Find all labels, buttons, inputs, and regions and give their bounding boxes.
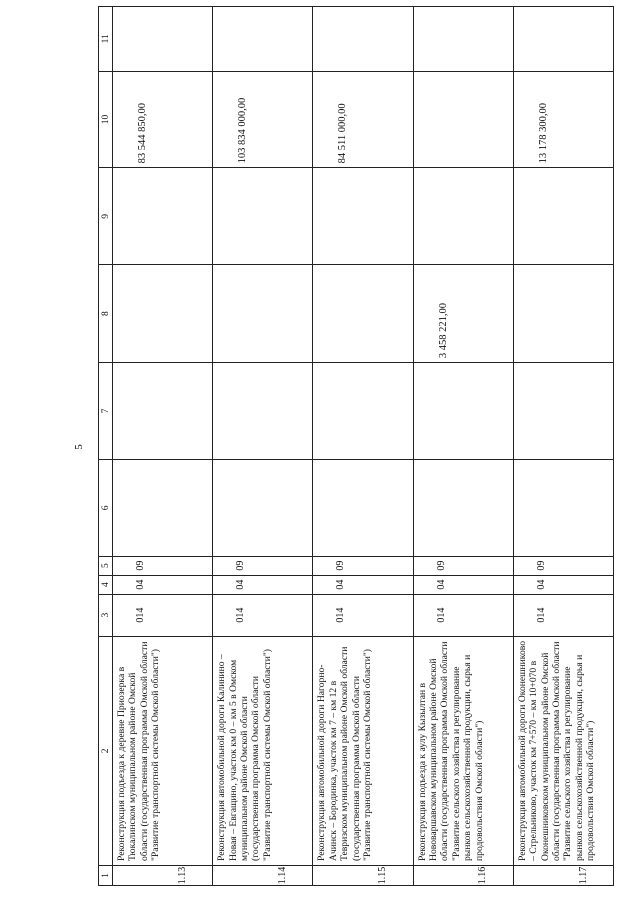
amount-cell	[513, 168, 613, 265]
code-cell: 014	[513, 594, 613, 636]
section-cell: 04	[313, 575, 413, 594]
column-header: 6	[99, 459, 113, 556]
section-cell: 04	[213, 575, 313, 594]
row-number: 1.15	[313, 865, 413, 885]
table-row	[113, 7, 213, 886]
code-cell: 014	[113, 594, 213, 636]
subsection-cell: 09	[513, 556, 613, 575]
table-row	[313, 7, 413, 886]
column-header: 1	[99, 865, 113, 885]
section-cell: 04	[113, 575, 213, 594]
budget-table	[98, 6, 614, 886]
amount-cell	[413, 363, 513, 460]
amount-cell: 83 544 850,00	[113, 71, 213, 168]
table-body	[113, 7, 614, 886]
amount-cell	[113, 7, 213, 72]
column-header: 10	[99, 71, 113, 168]
object-name: Реконструкция автомобильной дороги Оконешниково – Стрельниково, участок км 7+570 – км 10+070 в Оконешниковском муниципальном районе Омской области (государственная программа Омской области "Развитие сельского хозяйства и регулирование рынков сельскохозяйственной продукции, сырья и продовольствия Омской области")	[513, 636, 613, 865]
row-number: 1.17	[513, 865, 613, 885]
object-name: Реконструкция подъезда к деревне Приозерка в Тюкалинском муниципальном районе Омской области (государственная программа Омской области "Развитие транспортной системы Омской области")	[113, 636, 213, 865]
amount-cell	[313, 168, 413, 265]
column-number-row	[99, 7, 113, 886]
column-header: 11	[99, 7, 113, 72]
object-name: Реконструкция автомобильной дороги Калинино – Новая – Евгащино, участок км 0 – км 5 в Омском муниципальном районе Омской области (государственная программа Омской области "Развитие транспортной системы Омской области")	[213, 636, 313, 865]
amount-cell	[213, 265, 313, 363]
page-number: 5	[73, 444, 85, 450]
amount-cell	[313, 7, 413, 72]
amount-cell: 103 834 000,00	[213, 71, 313, 168]
amount-cell: 13 178 300,00	[513, 71, 613, 168]
amount-cell	[413, 168, 513, 265]
row-number: 1.16	[413, 865, 513, 885]
column-header: 9	[99, 168, 113, 265]
amount-cell: 3 458 221,00	[413, 265, 513, 363]
amount-cell	[313, 265, 413, 363]
row-number: 1.13	[113, 865, 213, 885]
amount-cell	[513, 265, 613, 363]
column-header: 8	[99, 265, 113, 363]
subsection-cell: 09	[213, 556, 313, 575]
table-row	[213, 7, 313, 886]
table-row	[413, 7, 513, 886]
column-header: 2	[99, 636, 113, 865]
code-cell: 014	[413, 594, 513, 636]
amount-cell	[313, 459, 413, 556]
amount-cell	[113, 168, 213, 265]
amount-cell	[513, 7, 613, 72]
amount-cell	[513, 363, 613, 460]
budget-table-sheet	[98, 6, 614, 886]
section-cell: 04	[413, 575, 513, 594]
amount-cell	[113, 459, 213, 556]
amount-cell	[313, 363, 413, 460]
amount-cell	[513, 459, 613, 556]
code-cell: 014	[213, 594, 313, 636]
subsection-cell: 09	[313, 556, 413, 575]
amount-cell	[213, 7, 313, 72]
amount-cell: 84 511 000,00	[313, 71, 413, 168]
amount-cell	[113, 363, 213, 460]
amount-cell	[213, 459, 313, 556]
subsection-cell: 09	[413, 556, 513, 575]
amount-cell	[413, 7, 513, 72]
amount-cell	[413, 459, 513, 556]
row-number: 1.14	[213, 865, 313, 885]
column-header: 4	[99, 575, 113, 594]
subsection-cell: 09	[113, 556, 213, 575]
column-header: 3	[99, 594, 113, 636]
amount-cell	[213, 363, 313, 460]
object-name: Реконструкция автомобильной дороги Нагорно-Ачинск – Бородинка, участок км 7 – км 12 в Тевризском муниципальном районе Омской области (государственная программа Омской области "Развитие транспортной системы Омской области")	[313, 636, 413, 865]
column-header: 7	[99, 363, 113, 460]
section-cell: 04	[513, 575, 613, 594]
amount-cell	[413, 71, 513, 168]
column-header: 5	[99, 556, 113, 575]
amount-cell	[213, 168, 313, 265]
table-row	[513, 7, 613, 886]
amount-cell	[113, 265, 213, 363]
code-cell: 014	[313, 594, 413, 636]
object-name: Реконструкция подъезда к аулу Кызылтан в Нововаршавском муниципальном районе Омской области (государственная программа Омской области "Развитие сельского хозяйства и регулирование рынков сельскохозяйственной продукции, сырья и продовольствия Омской области")	[413, 636, 513, 865]
